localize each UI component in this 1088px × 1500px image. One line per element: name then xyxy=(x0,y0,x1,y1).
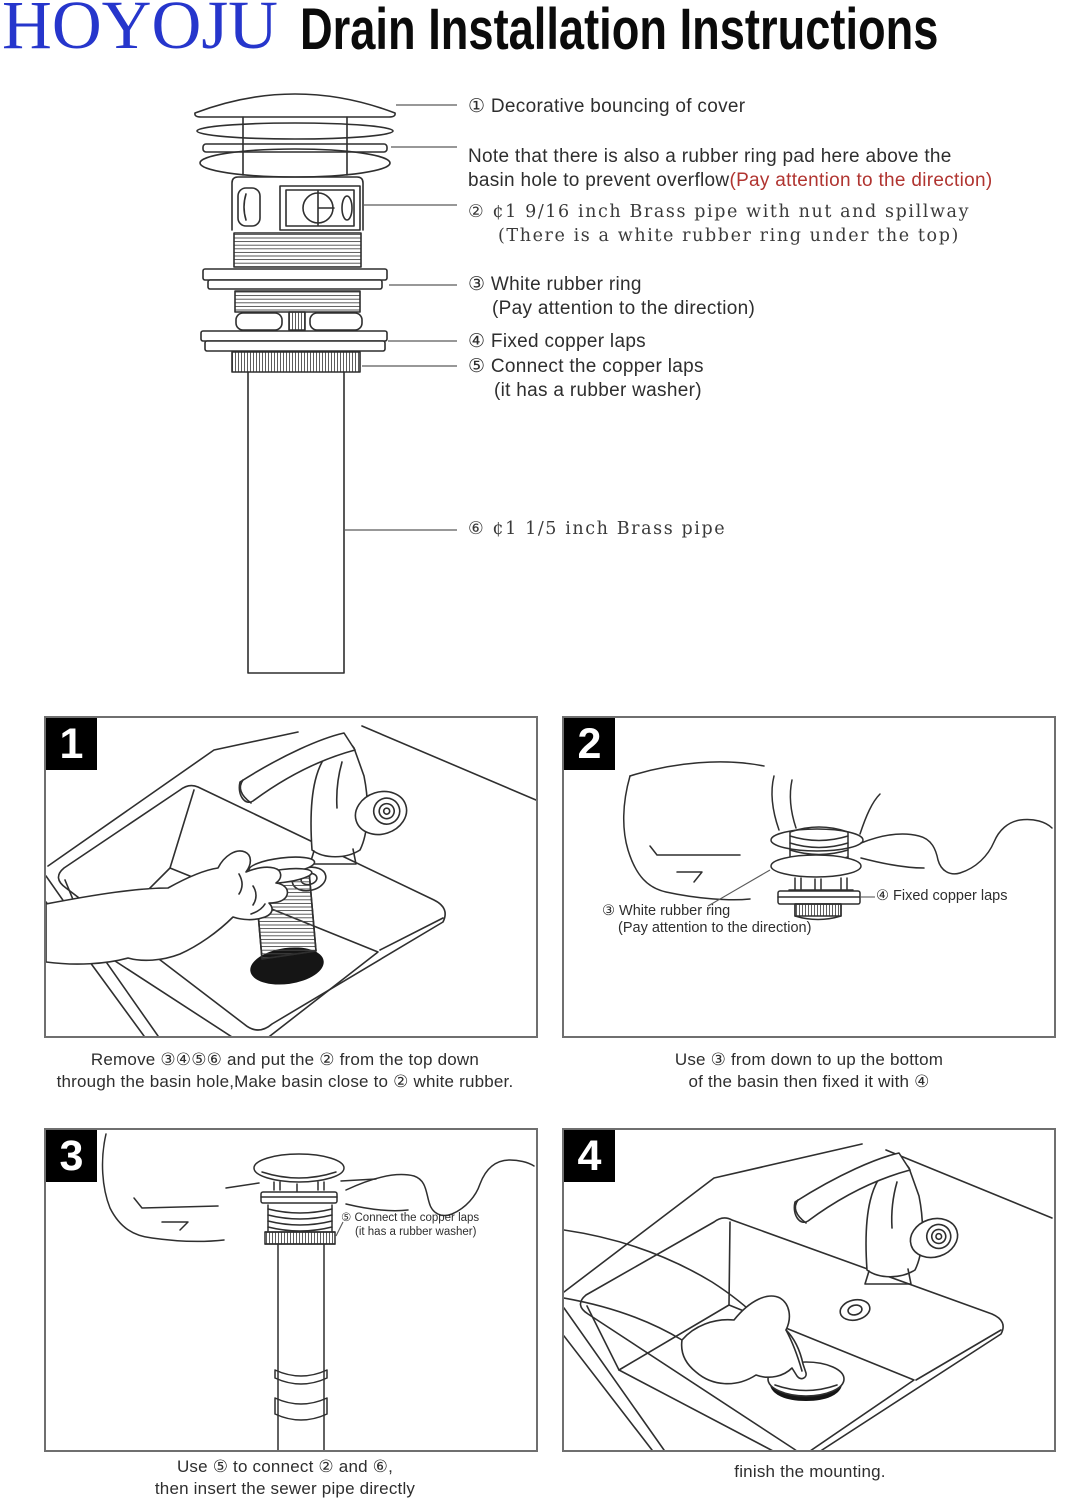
faucet xyxy=(239,733,412,864)
label-note-warning: (Pay attention to the direction) xyxy=(729,169,993,191)
step2-label-copper-laps: ④ Fixed copper laps xyxy=(876,888,1008,904)
rubber-pad-ring xyxy=(200,149,390,177)
sewer-pipe xyxy=(278,1244,324,1450)
basin-underside-right xyxy=(861,819,1052,873)
tail-pipe xyxy=(248,372,344,673)
step3-label-connect-laps: ⑤ Connect the copper laps (it has a rubber washer) xyxy=(341,1212,480,1238)
step3-caption: Use ⑤ to connect ② and ⑥, then insert the sewer pipe directly xyxy=(154,1457,416,1498)
step4-caption: finish the mounting. xyxy=(734,1462,886,1481)
overflow-hole xyxy=(838,1297,872,1323)
white-rubber-ring xyxy=(771,855,861,877)
step1-number-badge: 1 xyxy=(46,718,97,770)
basin-underside-left xyxy=(103,1134,224,1241)
basin-underside-right xyxy=(346,1160,534,1216)
step2-number-badge: 2 xyxy=(564,718,615,770)
hand-illustration xyxy=(682,1296,806,1384)
sink-step3-illustration xyxy=(46,1130,536,1450)
label-fixed-copper-laps: ④ Fixed copper laps xyxy=(468,331,646,352)
faucet xyxy=(794,1153,962,1284)
label-connect-copper-laps: ⑤ Connect the copper laps (it has a rubber washer) xyxy=(468,356,704,401)
step1-caption: Remove ③④⑤⑥ and put the ② from the top down through the basin hole,Make basin close to ② white rubber. xyxy=(56,1050,514,1091)
label-white-rubber-ring: ③ White rubber ring (Pay attention to the direction) xyxy=(468,274,756,319)
counter-edges xyxy=(564,1144,1052,1450)
knurled-nut xyxy=(265,1232,335,1244)
step3-number-badge: 3 xyxy=(46,1130,97,1182)
label-note-line1: Note that there is also a rubber ring pad here above the xyxy=(468,146,952,167)
drain-exploded-diagram xyxy=(150,85,460,685)
label-cover: ① Decorative bouncing of cover xyxy=(468,96,746,117)
step2-label-rubber-ring: ③ White rubber ring (Pay attention to the direction) xyxy=(602,903,812,936)
label-brass-pipe: ② ¢1 9/16 inch Brass pipe with nut and spillway (There is a white rubber ring under the top) xyxy=(468,202,971,246)
label-tail-pipe: ⑥ ¢1 1/5 inch Brass pipe xyxy=(468,519,727,539)
sink-step1-illustration xyxy=(46,718,536,1036)
step2-caption: Use ③ from down to up the bottom of the basin then fixed it with ④ xyxy=(674,1050,944,1091)
step4-number-badge: 4 xyxy=(564,1130,615,1182)
brand-logo: HOYOJU xyxy=(2,0,278,63)
label-note-line2: basin hole to prevent overflow(Pay attention to the direction) xyxy=(468,169,993,191)
label-note xyxy=(468,145,993,192)
page-title: Drain Installation Instructions xyxy=(300,0,939,62)
sink-step2-illustration xyxy=(564,718,1054,1036)
basin-underside-left xyxy=(624,776,750,900)
cover-dome xyxy=(195,94,395,117)
sink-step4-illustration xyxy=(564,1130,1054,1450)
